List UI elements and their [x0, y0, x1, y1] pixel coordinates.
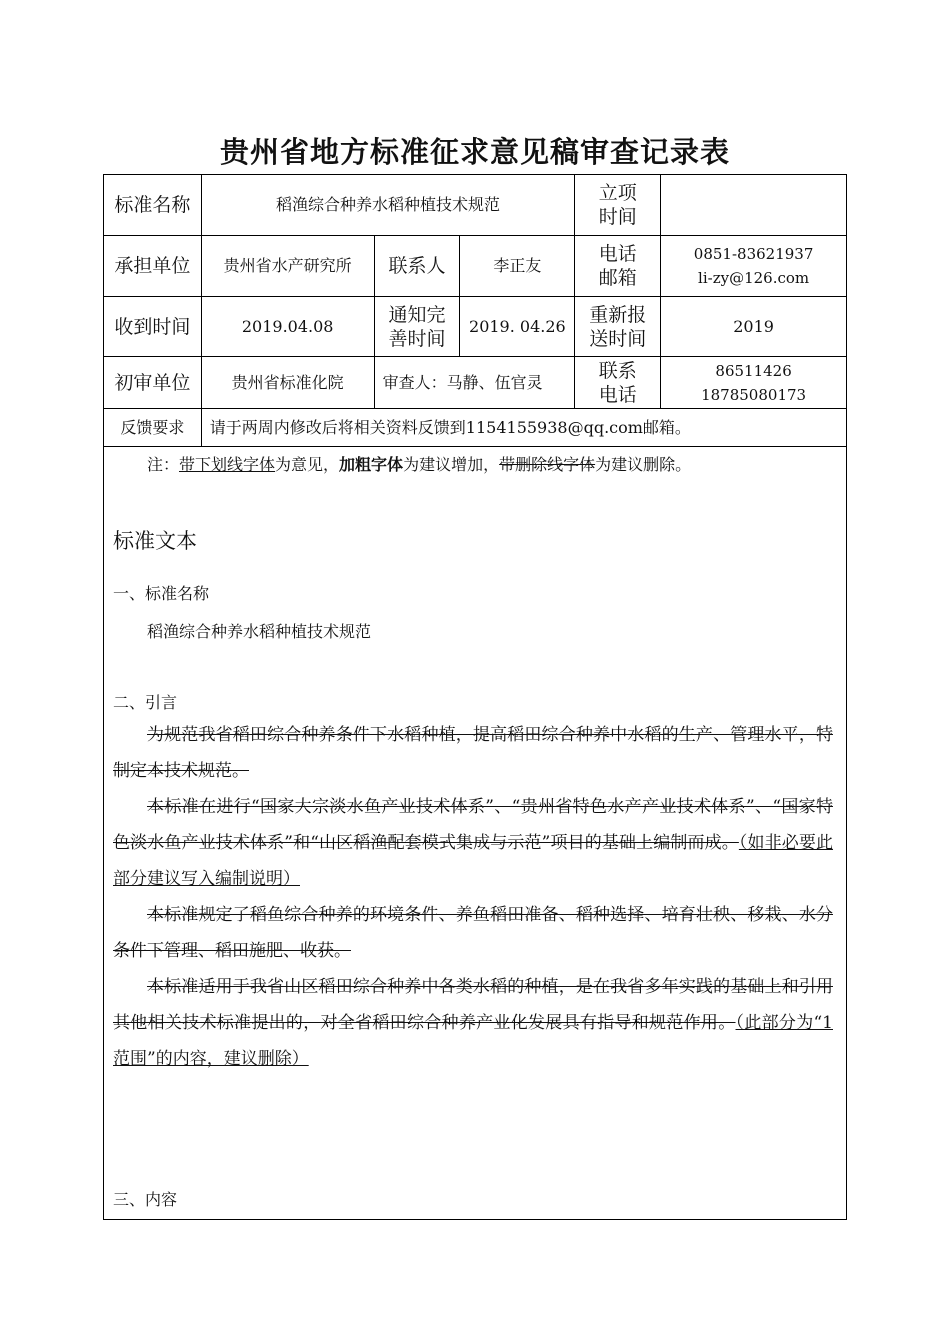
reviewer: 审查人：马静、伍官灵	[374, 357, 575, 409]
section-heading: 标准文本	[113, 529, 197, 553]
review-unit-label: 初审单位	[104, 357, 202, 409]
resubmit-label: 重新报送时间	[575, 297, 661, 357]
project-time-label: 立项时间	[575, 175, 661, 236]
legend-note	[147, 452, 691, 475]
contact-label: 联系人	[374, 236, 460, 297]
page-title: 贵州省地方标准征求意见稿审查记录表	[219, 135, 730, 169]
s1-title: 一、标准名称	[113, 584, 210, 603]
unit: 贵州省水产研究所	[201, 236, 374, 297]
note-t3: 为建议删除。	[595, 455, 692, 474]
project-time	[661, 175, 847, 236]
note-t2: 为建议增加，	[403, 455, 500, 474]
note-underline: 带下划线字体	[179, 455, 276, 474]
note-prefix: 注：	[147, 455, 180, 474]
review-record-table	[103, 174, 847, 447]
notify-label: 通知完善时间	[374, 297, 460, 357]
phone: 0851-83621937	[693, 245, 814, 263]
resubmit: 2019	[661, 297, 847, 357]
email: li-zy@126.com	[698, 269, 810, 287]
review-phone-2: 18785080173	[701, 385, 807, 404]
received: 2019.04.08	[201, 297, 374, 357]
s2-title: 二、引言	[113, 693, 178, 712]
std-name-label: 标准名称	[104, 175, 202, 236]
contact: 李正友	[460, 236, 575, 297]
note-strike: 带删除线字体	[499, 455, 596, 474]
phone-email-label: 电话邮箱	[575, 236, 661, 297]
std-name: 稻渔综合种养水稻种植技术规范	[201, 175, 574, 236]
p2: 本标准在进行“国家大宗淡水鱼产业技术体系”、“贵州省特色水产产业技术体系”、“国家特色淡水鱼产业技术体系”和“山区稻渔配套模式集成与示范”项目的基础上编制而成。	[113, 797, 833, 853]
standard-text	[113, 525, 834, 1209]
p4-comment: （此部分为“1 范围”的内容，建议删除）	[113, 1013, 833, 1069]
s3-title: 三、内容	[113, 1190, 178, 1209]
p1: 为规范我省稻田综合种养条件下水稻种植，提高稻田综合种养中水稻的生产、管理水平，特制定本技术规范。	[113, 725, 833, 781]
feedback: 请于两周内修改后将相关资料反馈到1154155938@qq.com邮箱。	[201, 409, 846, 447]
p3: 本标准规定了稻鱼综合种养的环境条件、养鱼稻田准备、稻种选择、培育壮秧、移栽、水分条件下管理、稻田施肥、收获。	[113, 905, 833, 961]
p4: 本标准适用于我省山区稻田综合种养中各类水稻的种植，是在我省多年实践的基础上和引用其他相关技术标准提出的，对全省稻田综合种养产业化发展具有指导和规范作用。	[113, 977, 833, 1033]
feedback-label: 反馈要求	[104, 409, 202, 447]
received-label: 收到时间	[104, 297, 202, 357]
notify: 2019. 04.26	[460, 297, 575, 357]
review-phone-1: 86511426	[715, 361, 792, 380]
p2-comment: （如非必要此部分建议写入编制说明）	[113, 833, 834, 889]
s1-text: 稻渔综合种养水稻种植技术规范	[147, 622, 372, 641]
review-phone-label: 联系电话	[575, 357, 661, 409]
unit-label: 承担单位	[104, 236, 202, 297]
note-bold: 加粗字体	[339, 455, 404, 474]
review-unit: 贵州省标准化院	[201, 357, 374, 409]
note-t1: 为意见，	[275, 455, 340, 474]
